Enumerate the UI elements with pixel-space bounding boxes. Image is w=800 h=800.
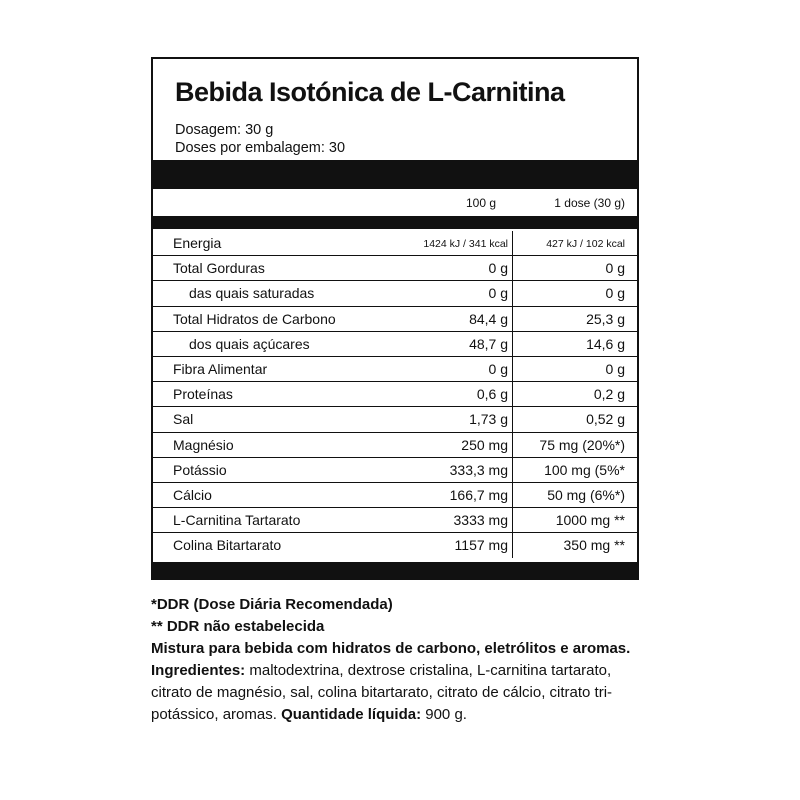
nutrient-name: Total Hidratos de Carbono xyxy=(173,310,336,327)
value-per-100g: 0,6 g xyxy=(476,386,508,403)
value-per-dose: 0,2 g xyxy=(593,386,625,403)
nutrient-name: Energia xyxy=(173,235,222,251)
value-per-dose: 14,6 g xyxy=(586,335,625,352)
value-per-100g: 0 g xyxy=(488,285,508,302)
nutrient-name: Potássio xyxy=(173,461,227,478)
divider-bar-mid xyxy=(153,216,637,229)
value-per-dose: 427 kJ / 102 kcal xyxy=(546,238,625,250)
value-per-dose: 50 mg (6%*) xyxy=(547,486,625,503)
serving-info xyxy=(175,121,345,157)
nutrient-name: Magnésio xyxy=(173,436,234,453)
value-per-100g: 1157 mg xyxy=(454,537,508,554)
value-per-dose: 0,52 g xyxy=(586,411,625,428)
value-per-100g: 1424 kJ / 341 kcal xyxy=(423,238,508,250)
nutrient-name: dos quais açúcares xyxy=(189,335,310,352)
value-per-100g: 0 g xyxy=(488,260,508,277)
ingredients-paragraph xyxy=(151,638,651,726)
nutrient-name: Proteínas xyxy=(173,386,233,403)
table-row xyxy=(153,407,637,432)
value-per-dose: 0 g xyxy=(605,260,625,277)
value-per-dose: 0 g xyxy=(605,285,625,302)
nutrient-name: Total Gorduras xyxy=(173,260,265,277)
nutrient-name: Sal xyxy=(173,411,194,428)
nutrition-label xyxy=(151,57,639,580)
table-row xyxy=(153,533,637,558)
ingredients-label: Ingredientes: xyxy=(151,662,246,679)
value-per-dose: 1000 mg ** xyxy=(555,512,625,529)
table-row xyxy=(153,332,637,357)
ingredients-list: maltodextrina, dextrose cristalina, L-carnitina tartarato, citrato de magnésio, sal, colina bitartarato, citrato de cálcio, citrato tri-potássico, aromas. xyxy=(151,662,613,723)
table-row xyxy=(153,382,637,407)
table-row xyxy=(153,458,637,483)
value-per-100g: 3333 mg xyxy=(453,512,508,529)
table-row xyxy=(153,433,637,458)
table-row xyxy=(153,281,637,306)
value-per-100g: 48,7 g xyxy=(469,335,508,352)
divider-bar-top xyxy=(153,160,637,189)
ddr-not-established-note: ** DDR não estabelecida xyxy=(151,618,325,635)
product-title: Bebida Isotónica de L-Carnitina xyxy=(175,77,565,107)
value-per-100g: 1,73 g xyxy=(469,411,508,428)
value-per-dose: 75 mg (20%*) xyxy=(539,436,625,453)
table-row xyxy=(153,231,637,256)
nutrient-name: Fibra Alimentar xyxy=(173,360,268,377)
value-per-dose: 100 mg (5%* xyxy=(544,461,625,478)
doses-per-pack-text: Doses por embalagem: 30 xyxy=(175,140,346,156)
net-quantity-value: 900 g. xyxy=(425,706,467,723)
table-row xyxy=(153,508,637,533)
table-row xyxy=(153,357,637,382)
column-header-100g: 100 g xyxy=(465,196,496,210)
nutrient-name: L-Carnitina Tartarato xyxy=(173,512,301,529)
nutrient-name: Colina Bitartarato xyxy=(173,537,282,554)
value-per-dose: 350 mg ** xyxy=(563,537,625,554)
nutrient-name: das quais saturadas xyxy=(189,285,315,302)
nutrient-name: Cálcio xyxy=(173,486,212,503)
footnotes xyxy=(151,594,651,726)
column-header-per-dose: 1 dose (30 g) xyxy=(554,196,625,210)
value-per-100g: 166,7 mg xyxy=(449,486,508,503)
value-per-100g: 84,4 g xyxy=(469,310,508,327)
ddr-note: *DDR (Dose Diária Recomendada) xyxy=(151,596,393,613)
value-per-dose: 25,3 g xyxy=(586,310,625,327)
nutrient-table xyxy=(153,231,637,558)
table-row xyxy=(153,307,637,332)
mix-description: Mistura para bebida com hidratos de carbono, eletrólitos e aromas. xyxy=(151,640,631,657)
net-quantity-label: Quantidade líquida: xyxy=(281,706,422,723)
value-per-100g: 333,3 mg xyxy=(449,461,508,478)
value-per-100g: 250 mg xyxy=(461,436,508,453)
table-row xyxy=(153,256,637,281)
table-row xyxy=(153,483,637,508)
value-per-dose: 0 g xyxy=(605,360,625,377)
value-per-100g: 0 g xyxy=(488,360,508,377)
dosage-text: Dosagem: 30 g xyxy=(175,122,274,138)
divider-bar-bottom xyxy=(153,562,637,580)
